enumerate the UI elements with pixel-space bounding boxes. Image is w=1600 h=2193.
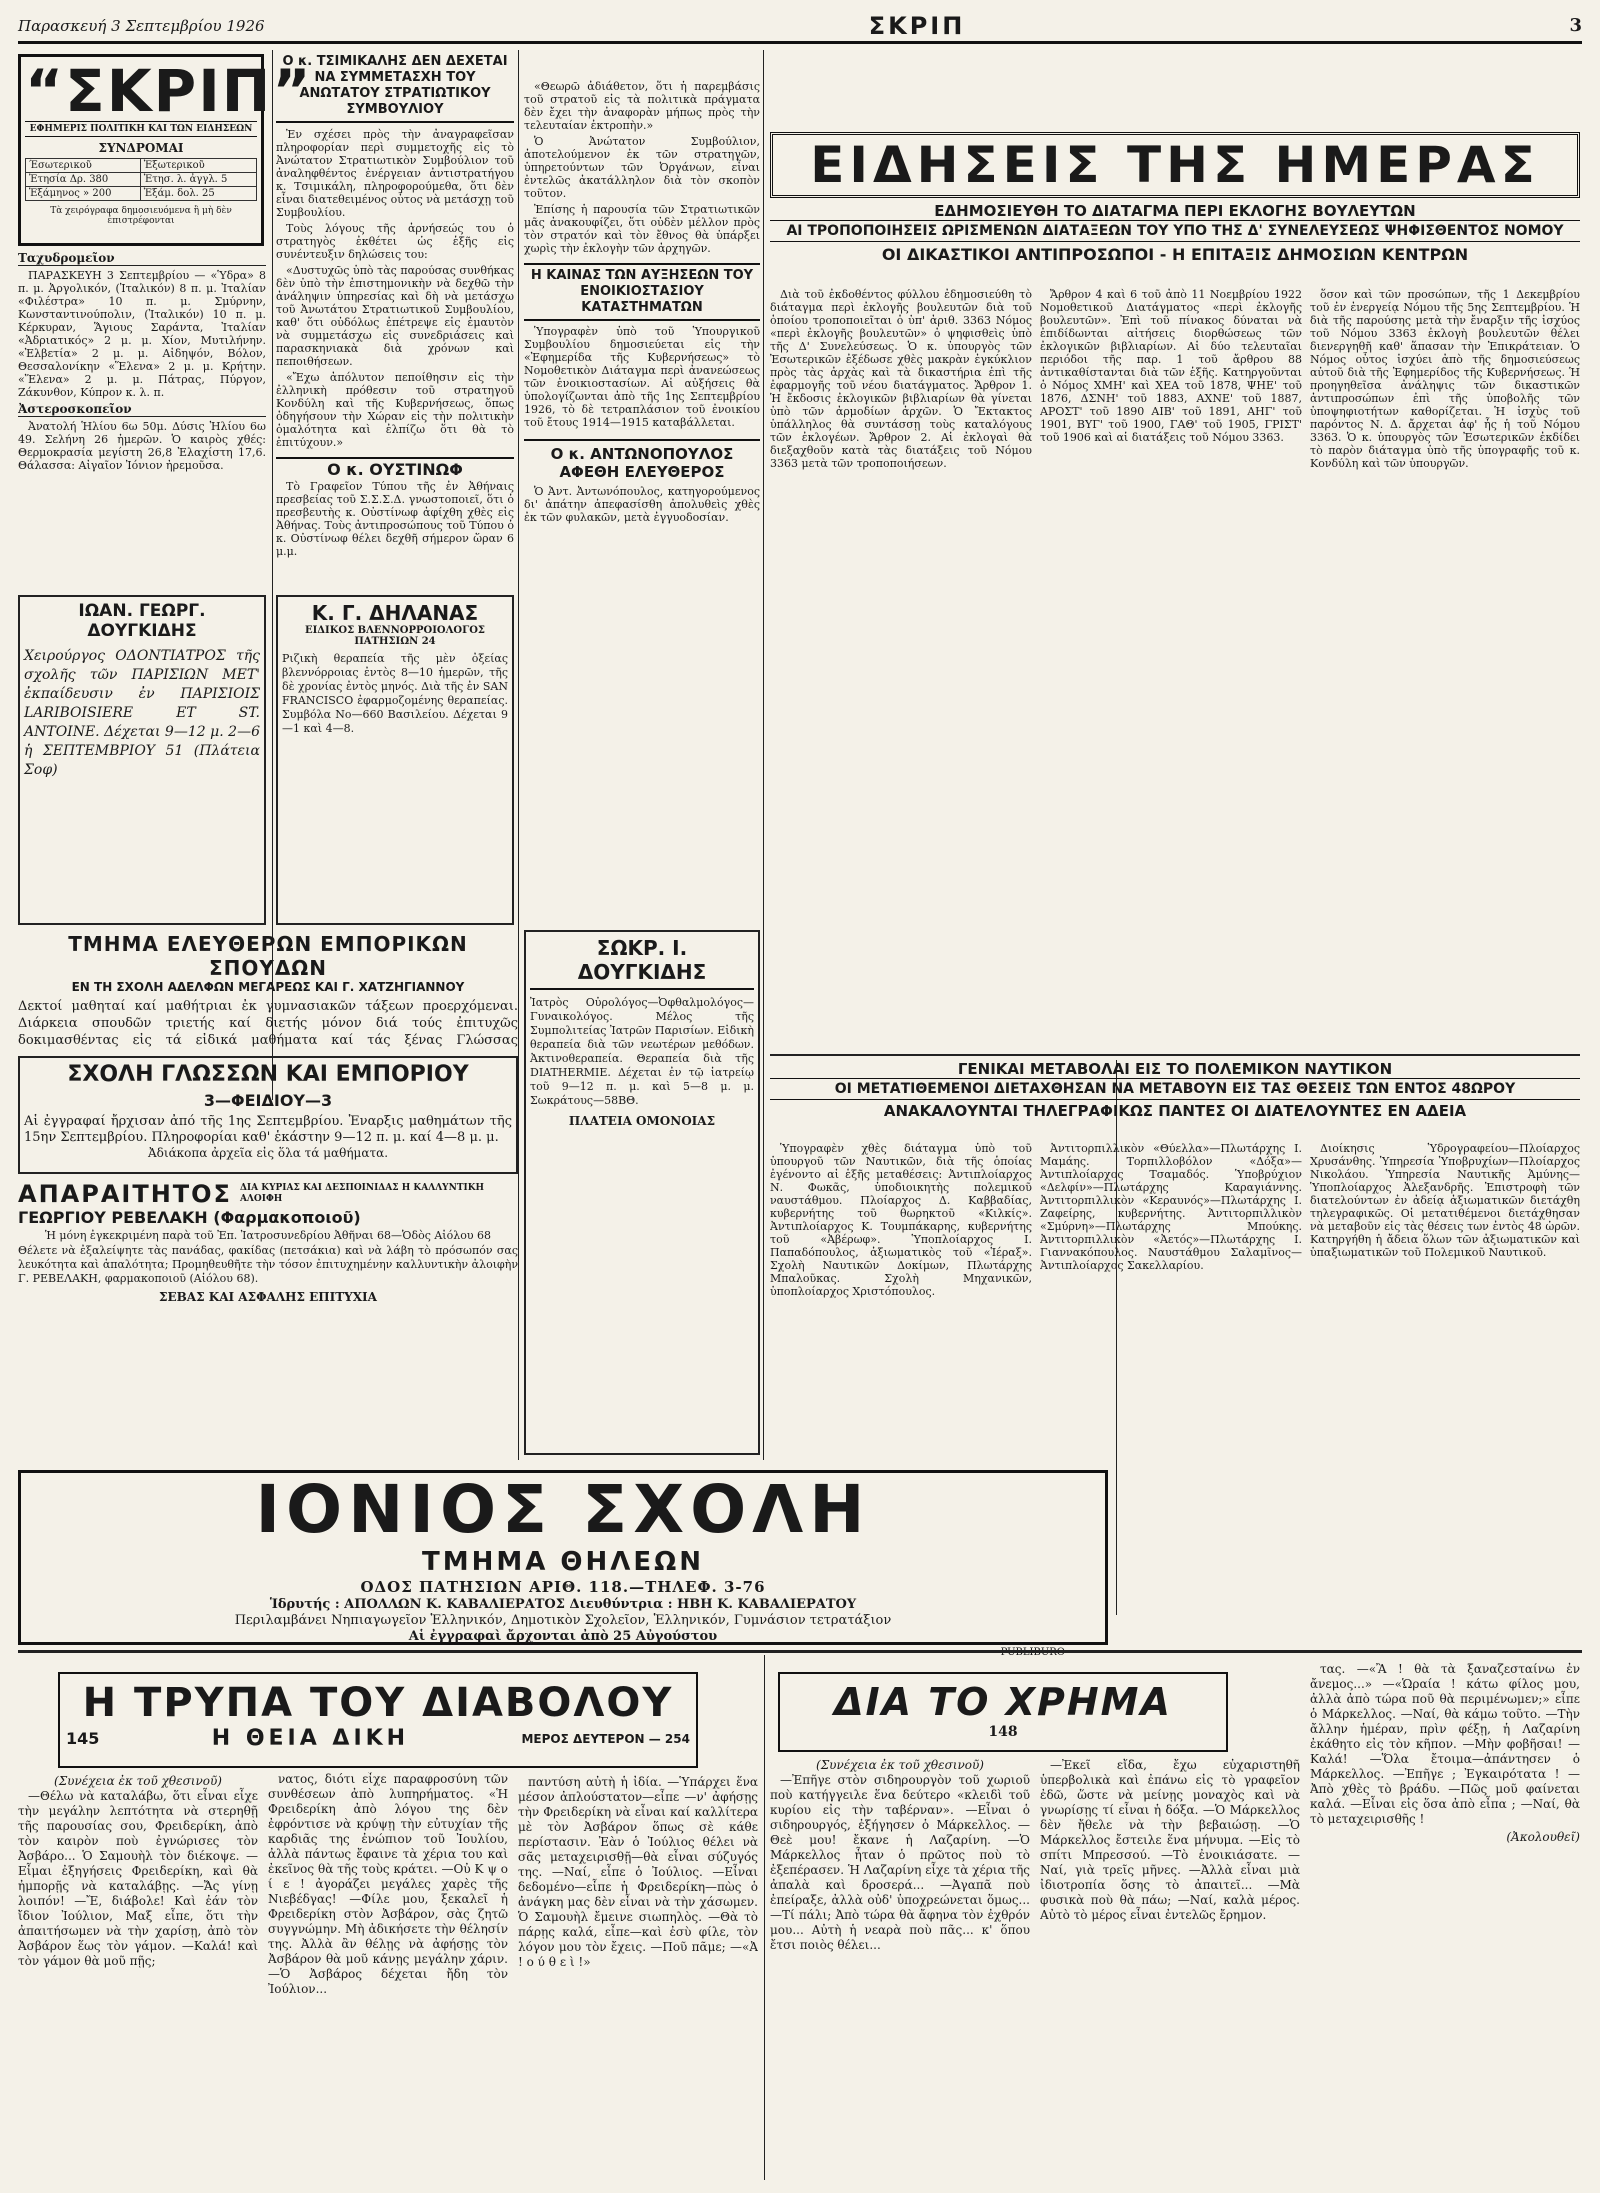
serial-1-continued: (Συνέχεια ἐκ τοῦ χθεσινοῦ) [54,1774,222,1788]
table-cell: Ἐξωτερικοῦ [140,159,256,173]
navy-headline-3: ΑΝΑΚΑΛΟΥΝΤΑΙ ΤΗΛΕΓΡΑΦΙΚΩΣ ΠΑΝΤΕΣ ΟΙ ΔΙΑΤΕΛΟΥΝΤΕΣ ΕΝ ΑΔΕΙΑ [883,1102,1467,1120]
cosmetic-ad [18,1180,518,1460]
article-paragraph: Διοίκησις Ὑδρογραφείου—Πλοίαρχος Χρυσάνθης. Ὑπηρεσία Ὑποβρυχίων—Πλοίαρχος Νικολάου. Ὑπηρεσία Ναυτικῆς Ἀμύνης—Ὑποπλοίαρχος Ἀλεξανδρῆς. Ἐπιστροφὴ τῶν διατελούντων ἐν ἀδείᾳ ἀξιωματικῶν διετάχθη τηλεγραφικῶς. Οἱ μετατιθέμενοι διετάχθησαν νὰ μεταβοῦν εἰς τὰς θέσεις των ἐντὸς 48 ὡρῶν. Κατηργήθη ἡ ἄδεια ὅλων τῶν ἀξιωματικῶν καὶ ὑπαξιωματικῶν τοῦ Πολεμικοῦ Ναυτικοῦ. [1310,1142,1580,1259]
ionios-founders: Ἱδρυτής : ΑΠΟΛΛΩΝ Κ. ΚΑΒΑΛΙΕΡΑΤΟΣ Διευθύντρια : ΗΒΗ Κ. ΚΑΒΑΛΙΕΡΑΤΟΥ [269,1597,857,1612]
article-paragraph: Τοὺς λόγους τῆς ἀρνήσεώς του ὁ στρατηγὸς ἐκθέτει ὡς ἑξῆς εἰς συνέντευξιν δηλώσεις του: [276,222,514,261]
observatory-text: Ἀνατολή Ἡλίου 6ω 50μ. Δύσις Ἡλίου 6ω 49. Σελήνη 26 ἡμερῶν. Ὁ καιρὸς χθές: Θερμοκρασία μεγίστη 26,8 Ἐλαχίστη 17,6. Θάλασσα: Αἰγαῖον Ἰόνιον ἠρεμοῦσα. [18,420,266,472]
doctor-ad-2 [524,930,760,1455]
cosmetic-ad-footer: ΣΕΒΑΣ ΚΑΙ ΑΣΦΑΛΗΣ ΕΠΙΤΥΧΙΑ [159,1290,377,1304]
serial-1-col1 [18,1774,258,2179]
article-paragraph: Ἐν σχέσει πρὸς τὴν ἀναγραφεῖσαν πληροφορίαν περὶ συμμετοχῆς εἰς τὸ Ἀνώτατον Στρατιωτικὸν Συμβούλιον τοῦ ἀναληφθέντος ἐνέργειαν ἀντιστρατήγου κ. Τσιμικάλη, πληροφορούμεθα, ὅτι δὲν εἶναι διατεθειμένος οὗτος νὰ μετάσχῃ τοῦ Συμβουλίου. [276,128,514,219]
article-paragraph: Ἀντιτορπιλλικὸν «Θύελλα»—Πλωτάρχης Ι. Μαμάης. Τορπιλλοβόλον «Δόξα»—Ἀντιπλοίαρχος Τσαμαδός. Ὑποβρύχιον «Δελφίν»—Πλωτάρχης Καραγιάννης. Ἀντιτορπιλλικὸν «Κεραυνός»—Πλωτάρχης Ι. Ζαφείρης, κυβερνήτης. Ἀντιτορπιλλικὸν «Σμύρνη»—Πλωτάρχης Μπούκης. Ἀντιτορπιλλικὸν «Ἀετός»—Πλωτάρχης Ι. Γιαννακόπουλος. Ναυστάθμου Σαλαμῖνος—Ἀντιπλοίαρχος Σακελλαρίου. [1040,1142,1302,1272]
article-paragraph: «Δυστυχῶς ὑπὸ τὰς παρούσας συνθήκας δὲν ὑπὸ τὴν ἐπιστημονικὴν νὰ δεχθῶ τὴν ἀνάληψιν ὑπηρεσίας καὶ δὴ νὰ μετάσχω τοῦ Ἀνωτάτου Στρατιωτικοῦ Συμβουλίου, καθ' ὅτι οὐδόλως ἐπέτρεψε εἰς ἐμαυτὸν νὰ συμμετάσχω εἰς συνεδριάσεις καὶ παρασκηνιακὰ διὰ χρόνων καὶ πεποιθήσεων. [276,264,514,368]
navy-headline-1: ΓΕΝΙΚΑΙ ΜΕΤΑΒΟΛΑΙ ΕΙΣ ΤΟ ΠΟΛΕΜΙΚΟΝ ΝΑΥΤΙΚΟΝ [770,1060,1580,1079]
issue-date: Παρασκευή 3 Σεπτεμβρίου 1926 [18,16,265,35]
article-paragraph: Ὁ Ἀνώτατον Συμβούλιον, ἀποτελούμενον ἐκ τῶν στρατηγῶν, ὑπηρετούντων τῶν Ὀργάνων, εἶναι ἐντελῶς ἀκατάλληλον διὰ τὸν σκοπὸν τοῦτον. [524,135,760,200]
table-row [26,173,257,187]
serial-paragraph: —Θέλω νὰ καταλάβω, ὅτι εἶναι εἶχε τὴν μεγάλην λεπτότητα νὰ στερηθῇ τῆς παρουσίας σου, Φρειδερίκη, ἀπὸ τὸν καιρὸν ποὺ ἐγνώρισες τὸν Ἀσβάρο... Ὁ Σαμουὴλ τὸν διέκοψε. —Εἶμαι ἐξηγήσεις Φρειδερίκη, καὶ θὰ ἠμπορῇς νὰ καταλάβῃς. —Ἄς γίνῃ λοιπόν! —Ἔ, διάβολε! Καὶ ἐάν τὸν ἴδιον Ἰούλιον, Μαξ εἶπε, ὅτι τὴν ἀπαιτήσωμεν νὰ τὴν χαρίσῃ, ἀπὸ τὸν Ἀσβάρον ἕως τὸν γάμον. —Καλά! καὶ τὸν γάμον θὰ μοῦ πῇς; [18,1789,258,1968]
dentist-ad-title: ΙΩΑΝ. ΓΕΩΡΓ. ΔΟΥΓΚΙΔΗΣ [78,601,206,641]
masthead-box [18,54,313,246]
table-cell: Ἐτησ. λ. ἀγγλ. 5 [140,173,256,187]
doctor-ad [276,595,514,925]
serial-1-subnum: 145 [66,1729,100,1748]
commercial-studies-ad [18,932,518,1050]
article-paragraph: Διὰ τοῦ ἐκδοθέντος φύλλου ἐδημοσιεύθη τὸ διάταγμα περὶ ἐκλογῆς βουλευτῶν διὰ τοῦ ὁποίου τροποποιεῖται ὁ ὑπ' ἀριθ. 3363 Νόμος «περὶ ἐκλογῆς βουλευτῶν» ὁ ψηφισθεὶς ὑπὸ τῆς Δ' Συνελεύσεως. Ὁ κ. ὑπουργὸς τῶν Ἐσωτερικῶν ἐξέδωσε χθὲς μακρὰν ἐγκύκλιον πρὸς τὰς ἀρχὰς καὶ τὰ δικαστήρια ἐπὶ τῆς ἐφαρμογῆς τοῦ νέου διατάγματος. Ἄρθρον 1. Ἡ ἔκδοσις ἐκλογικῶν βιβλιαρίων θὰ γίνεται ὑπὸ τῶν ἀρμοδίων ἀρχῶν. Ὁ Ἔκτακτος ὑπάλληλος θὰ συντάσσῃ τοὺς καταλόγους τῶν ἐκλογέων. Ἄρθρον 2. Αἱ ἐκλογαὶ θὰ διεξαχθοῦν κατὰ τὰς διατάξεις τοῦ Νόμου 3363 μετὰ τῶν τροποποιήσεων. [770,288,1032,470]
ionios-subtitle: ΤΜΗΜΑ ΘΗΛΕΩΝ [421,1547,705,1577]
rent-headline: Η ΚΑΙΝΑΣ ΤΩΝ ΑΥΞΗΣΕΩΝ ΤΟΥ ΕΝΟΙΚΙΟΣΤΑΣΙΟΥ ΚΑΤΑΣΤΗΜΑΤΩΝ [524,263,760,321]
serial-1-header: Η ΤΡΥΠΑ ΤΟΥ ΔΙΑΒΟΛΟΥ 145 Η ΘΕΙΑ ΔΙΚΗ ΜΕΡΟΣ ΔΕΥΤΕΡΟΝ — 254 [58,1672,698,1768]
subscriptions-heading: ΣΥΝΔΡΟΜΑΙ [98,141,184,155]
serial-paragraph: τας. —«Ἂ ! θὰ τὰ ξαναζεσταίνω ἐν ἄνεμος...» —«Ὡραία ! κάτω φίλος μου, ἀλλὰ ἀπὸ τώρα ποῦ θὰ περιμένωμεν;» εἶπε ὁ Μάρκελλος. —Ναί, θὰ κάμω τοῦτο. —Τὴν ἄλλην ἡμέραν, πρὶν φέξῃ, ἡ Λαζαρίνη ἐκάθητο εἰς τὸν κῆπον. —Μὴν φοβῆσαι! —Καλά! —Ὅλα ἔτοιμα—ἀπάντησεν ὁ Μάρκελλος. —Ἐπῆγε ; Ἐγκαιρότατα ! —Ἀπὸ χθὲς τὸ βράδυ. —Πῶς μοῦ φαίνεται καλά. —Εἶναι εἰς ὅσα ἀπὸ εἶπα ; —Ναί, θὰ τὸ μεταχειρισθῆς ! [1310,1662,1580,1826]
serial-1-num: 254 [664,1731,690,1746]
column-rule [764,1655,765,2180]
post-text: ΠΑΡΑΣΚΕΥΗ 3 Σεπτεμβρίου — «Ὑδρα» 8 π. μ. Ἀργολικόν, (Ἰταλικόν) 8 π. μ. Ἰταλίαν «Φιλέστρα» 10 π. μ. Σμύρνην, Κωνσταντινούπολιν, (Ἰταλικόν) 10 π. μ. Κέρκυραν, Ἅγιους Σαράντα, Ἰταλίαν «Ἀδριατικός» 2 μ. μ. Χίον, Μυτιλήνην. «Ἐλβετία» 2 μ. μ. Αἰδηψόν, Βόλον, Θεσσαλονίκην «Ἕλενα» 2 μ. μ. Κρήτην. «Ἕλενα» 2 μ. μ. Πάτρας, Πύργον, Ζάκυνθον, Κύπρον κ. λ. π. [18,269,266,399]
tsimikalis-article-col2 [524,80,760,925]
serial-2-title: ΔΙΑ ΤΟ ΧΡΗΜΑ [834,1680,1172,1724]
election-article-col2 [1040,288,1302,1048]
news-headline-3: ΟΙ ΔΙΚΑΣΤΙΚΟΙ ΑΝΤΙΠΡΟΣΩΠΟΙ - Η ΕΠΙΤΑΞΙΣ ΔΗΜΟΣΙΩΝ ΚΕΝΤΡΩΝ [881,245,1469,264]
language-school-ad [18,1056,518,1174]
navy-article-col3 [1310,1142,1580,1612]
serial-1-col3 [518,1655,758,2177]
serial-2-col1 [770,1758,1030,2178]
ionios-enrollment: Αἱ ἐγγραφαὶ ἄρχονται ἀπὸ 25 Αὐγούστου [408,1629,718,1644]
cosmetic-ad-title: ΑΠΑΡΑΙΤΗΤΟΣ [18,1180,232,1208]
article-paragraph: ὅσον καὶ τῶν προσώπων, τῆς 1 Δεκεμβρίου τοῦ ἐν ἐνεργείᾳ Νόμου τῆς 5ης Σεπτεμβρίου. Ἡ διὰ τῆς παρούσης μετὰ τὴν ἔναρξιν τῆς ἰσχύος τοῦ Νόμου 3363 ἐκλογὴ βουλευτῶν θέλει διενεργηθῆ καθ' ἅπασαν τὴν Ἐπικράτειαν. Ὁ Νόμος οὗτος ἰσχύει ἀπὸ τῆς δημοσιεύσεως αὐτοῦ διὰ τῆς Ἐφημερίδος τῆς Κυβερνήσεως. Ἡ προηγηθεῖσα ἀνάληψις τῶν δικαστικῶν ἀντιπροσώπων ἐπὶ τῆς ὑποβολῆς τῶν ὑποψηφιοτήτων καθορίζεται. Ἡ ἰσχὺς τοῦ παρόντος Ν. Δ. ἄρχεται ἀφ' ἧς ἡ τοῦ Νόμου 3363. Ὁ κ. ὑπουργὸς τῶν Ἐσωτερικῶν ἐκδίδει τὸ παρὸν διάταγμα ὑπὸ τῆς ὑπογραφῆς τοῦ κ. Κονδύλη καὶ τῶν ὑπουργῶν. [1310,288,1580,470]
masthead-subtitle: ΕΦΗΜΕΡΙΣ ΠΟΛΙΤΙΚΗ ΚΑΙ ΤΩΝ ΕΙΔΗΣΕΩΝ [25,121,257,137]
language-school-note: Ἀδιάκοπα ἀρχεῖα εἰς ὅλα τά μαθήματα. [147,1146,389,1160]
oustinof-headline: Ο κ. ΟΥΣΤΙΝΩΦ [276,457,514,476]
language-school-text: Αἱ ἐγγραφαί ἤρχισαν ἀπό τῆς 1ης Σεπτεμβρίου. Ἐναρξις μαθημάτων τῆς 15ην Σεπτεμβρίου. Πληροφορίαι καθ' ἑκάστην 9—12 π. μ. καί 4—8 μ. μ. [24,1114,512,1145]
serial-2-col3 [1310,1662,1580,2178]
doctor-ad-2-text: Ἰατρὸς Οὐρολόγος—Ὀφθαλμολόγος—Γυναικολόγος. Μέλος τῆς Συμπολιτείας Ἰατρῶν Παρισίων. Εἰδικὴ θεραπεία διὰ τῶν νεωτέρων μεθόδων. Ἀκτινοθεραπεία. Θεραπεία διὰ τῆς DIATHERMIE. Δέχεται ἐν τῷ ἰατρείῳ τοῦ 9—12 π. μ. καὶ 5—8 μ. μ. Σωκράτους—58ΒΘ. [530,996,754,1107]
ionios-agency: PUBLIBURO [1000,1647,1065,1658]
commercial-subtitle: ΕΝ ΤΗ ΣΧΟΛΗ ΑΔΕΛΦΩΝ ΜΕΓΑΡΕΩΣ ΚΑΙ Γ. ΧΑΤΖΗΓΙΑΝΝΟΥ [71,980,465,994]
newspaper-title: ΣΚΡΙΠ [868,11,966,40]
column-rule [763,50,764,1460]
navy-headline-2: ΟΙ ΜΕΤΑΤΙΘΕΜΕΝΟΙ ΔΙΕΤΑΧΘΗΣΑΝ ΝΑ ΜΕΤΑΒΟΥΝ ΕΙΣ ΤΑΣ ΘΕΣΕΙΣ ΤΩΝ ΕΝΤΟΣ 48ΩΡΟΥ [770,1079,1580,1100]
dentist-ad [18,595,266,925]
cosmetic-ad-line: Ἡ μόνη ἐγκεκριμένη παρὰ τοῦ Ἐπ. Ἰατροσυνεδρίου Ἀθῆναι 68—Ὁδὸς Αἰόλου 68 [44,1229,492,1242]
ionios-address: ΟΔΟΣ ΠΑΤΗΣΙΩΝ ΑΡΙΘ. 118.—ΤΗΛΕΦ. 3-76 [360,1578,766,1596]
serial-2-col2 [1040,1758,1300,2178]
newspaper-page [18,10,1582,2183]
cosmetic-ad-aside: ΔΙΑ ΚΥΡΙΑΣ ΚΑΙ ΔΕΣΠΟΙΝΙΔΑΣ Η ΚΑΛΛΥΝΤΙΚΗ ΑΛΟΙΦΗ [239,1183,485,1204]
masthead-logo: “ΣΚΡΙΠ” [25,57,313,125]
election-article-col3 [1310,288,1580,1048]
section-rule [18,1650,1582,1653]
serial-1-part: ΜΕΡΟΣ ΔΕΥΤΕΡΟΝ [521,1731,645,1746]
page-number: 3 [1569,15,1582,36]
serial-2-continues: (Ἀκολουθεῖ) [1506,1830,1580,1844]
navy-headlines [770,1060,1580,1138]
news-of-the-day-title: ΕΙΔΗΣΕΙΣ ΤΗΣ ΗΜΕΡΑΣ [770,132,1580,198]
article-paragraph: Ἄρθρον 4 καὶ 6 τοῦ ἀπὸ 11 Νοεμβρίου 1922 Νομοθετικοῦ Διατάγματος «περὶ ἐκλογῆς βουλευτῶν». Ἐπὶ τοῦ πίνακος δύναται νὰ ἐπιδίδωνται αἰτήσεις διορθώσεως τῶν ἐκλογικῶν βιβλιαρίων. Αἱ δύο τελευταῖαι περιόδοι τῆς παρ. 1 τοῦ ἄρθρου 88 ἀντικαθίστανται διὰ τῶν ἑξῆς. Κατηργοῦνται ὁ Νόμος ΧΜΗ' καὶ ΧΕΑ τοῦ 1878, ΨΗΕ' τοῦ 1876, ΔΣΝΗ' τοῦ 1883, ΑΧΝΕ' τοῦ 1887, ΑΡΟΣΤ' τοῦ 1890 ΑΙΒ' τοῦ 1891, ΑΗΓ' τοῦ 1901, ΒΥΓ' τοῦ 1900, ΓΑΘ' τοῦ 1905, ΓΡΙΣΤ' τοῦ 1906 καὶ αἱ διατάξεις τοῦ Νόμου 3363. [1040,288,1302,444]
language-school-title: ΣΧΟΛΗ ΓΛΩΣΣΩΝ ΚΑΙ ΕΜΠΟΡΙΟΥ [67,1062,469,1087]
serial-1-title: Η ΤΡΥΠΑ ΤΟΥ ΔΙΑΒΟΛΟΥ [82,1680,674,1726]
election-article-col1 [770,288,1032,1048]
dentist-ad-text: Χειρούργος ΟΔΟΝΤΙΑΤΡΟΣ τῆς σχολῆς τῶν ΠΑΡΙΣΙΩΝ ΜΕΤ' ἐκπαίδευσιν ἐν ΠΑΡΙΣΙΟΙΣ LARIBOISIERE ET ST. ANTOINE. Δέχεται 9—12 μ. 2—6 ἡ ΣΕΠΤΕΜΒΡΙΟΥ 51 (Πλάτεια Σοφ) [24,648,260,778]
serial-paragraph: παντύση αὐτὴ ἡ ἰδία. —Ὑπάρχει ἕνα μέσον ἀπλούστατον—εἶπε —ν' ἀφήσῃς τὴν Φρειδερίκη νὰ εἶναι καί καλλίτερα μὲ τὸν Ἀσβάρον ὅπως σὲ κάθε περίστασιν. Ἐὰν ὁ Ἰούλιος θέλει νὰ σᾶς μεταχειρισθῇ—θὰ εἶναι σύζυγός της. —Ναί, εἶπε ὁ Ἰούλιος. —Εἶναι δεδομένο—εἶπε ἡ Φρειδερίκη—πὼς ὁ ἀνάγκη μας δὲν εἶναι νὰ τὴν χάσωμεν. Ὁ Σαμουὴλ ἔμεινε σιωπηλὸς. —Θὰ τὸ πάρῃς καλά, εἶπε—καὶ ἐσὺ φίλε, τὸν λόγον μου τὸν ἔχεις. —Ποῦ πᾶμε; —«Ἀ ! ο ύ θ ε ὶ !» [518,1775,758,1969]
antonopoulos-headline: Ο κ. ΑΝΤΩΝΟΠΟΥΛΟΣ ΑΦΕΘΗ ΕΛΕΥΘΕΡΟΣ [524,439,760,481]
page-header [18,10,1582,44]
doctor-ad-2-footer: ΠΛΑΤΕΙΑ ΟΜΟΝΟΙΑΣ [568,1114,716,1128]
article-paragraph: Ὑπογραφὲν ὑπὸ τοῦ Ὑπουργικοῦ Συμβουλίου δημοσιεύεται εἰς τὴν «Ἐφημερίδα τῆς Κυβερνήσεως» τὸ Νομοθετικὸν Διάταγμα περὶ ἀνανεώσεως τῶν ἐνοικιοστασίων. Αἱ αὐξήσεις θὰ ὑπολογίζωνται ἀπὸ τῆς 1ης Σεπτεμβρίου 1926, τὸ δὲ τετραπλάσιον τοῦ ἐνοικίου τοῦ ἔτους 1914—1915 καταβάλλεται. [524,325,760,429]
table-cell: Ἐτησία Δρ. 380 [26,173,141,187]
commercial-title: ΤΜΗΜΑ ΕΛΕΥΘΕΡΩΝ ΕΜΠΟΡΙΚΩΝ ΣΠΟΥΔΩΝ [68,932,468,980]
table-cell: Έσωτερικοῦ [26,159,141,173]
serial-paragraph: —Ἐκεῖ εἴδα, ἔχω εὐχαριστηθῆ ὑπερβολικὰ καὶ ἐπάνω εἰς τὸ γραφεῖον ἐδῶ, ὥστε νὰ μείνῃς μοναχὸς καὶ νὰ γνωρίσῃς τί εἶναι ἡ δόξα. —Ὁ Μάρκελλος δὲν ἤθελε νὰ τὴν βεβαιώσῃ. —Ὁ Μάρκελλος ἔστειλε ἕνα μήνυμα. —Εἰς τὸ σπίτι Μπρεσσού. —Τὸ ἐνοικιάσατε. —Ναί, γιὰ τρεῖς μῆνες. —Ἀλλὰ εἶναι μιὰ ἰδιοτροπία ὅσης τὸ ἀπαιτεῖ... —Μὰ φυσικὰ ποὺ θὰ πάω; —Ναί, καλὰ μέρος. Αὐτὸ τὸ μέρος εἶναι ἐντελῶς ἔρημον. [1040,1758,1300,1922]
tsimikalis-article-col1 [276,54,514,589]
doctor-ad-subtitle: ΕΙΔΙΚΟΣ ΒΛΕΝΝΟΡΡΟΙΟΛΟΓΟΣ ΠΑΤΗΣΙΩΝ 24 [304,625,485,647]
serial-2-num: 148 [988,1724,1018,1740]
ionios-programs: Περιλαμβάνει Νηπιαγωγεῖον Ἑλληνικόν, Δημοτικὸν Σχολεῖον, Ἑλληνικόν, Γυμνάσιον τετρατάξιον [234,1613,892,1628]
serial-paragraph: —Ἐπῆγε στὸν σιδηρουργὸν τοῦ χωριοῦ ποὺ κατήγγειλε ἕνα δεύτερο «κλειδὶ τοῦ κυρίου εἰς τὴν ταβέρναν». —Εἶναι ὁ σιδηρουργός, ἐξήγησεν ὁ Μάρκελλος. —Θεὲ μου! ἔκανε ἡ Λαζαρίνη. —Ὁ Μάρκελλος ἦταν ὁ πρῶτος ποὺ τὸ ἐξεπέρασεν. Ἡ Λαζαρίνη εἶχε τὰ χέρια τῆς ἀπαλὰ καὶ δροσερά... —Ἀγαπᾶ ποὺ ἐπείραξε, ἀλλὰ οὐδ' ὑποχρεώνεται ὅμως... —Τί πάλι; Ἀπὸ τώρα θὰ ἄφηνα τὸν ἐχθρόν μου... Αὐτὴ ἡ νεαρὰ ποὺ πᾶς... κ' ὅπου ἔτσι ποιὸς θέλει... [770,1773,1030,1952]
table-cell: Ἑξάμ. δολ. 25 [140,187,256,201]
serial-paragraph: νατος, διότι εἶχε παραφροσύνη τῶν συνθέσεων ἀπὸ λυπηρήματος. «Ἡ Φρειδερίκη ἀπὸ λόγου της δὲν ἐφρόντισε νὰ κρύψῃ τὴν εὐτυχίαν τῆς καρδιᾶς της ἐνώπιον τοῦ Ἰουλίου, ἀλλὰ πάντως ἔφαινε τὰ χέρια του καὶ ἐκεῖνος θὰ τῆς τοὺς κράτει. —Οὐ Κ ψ ο ί ε ! ἀγοράζει μεγάλες χαρὲς τῆς Νιεβέδγας! —Φίλε μου, ξεκαλεῖ ἡ Φρειδερίκη στὸν Ἀσβάρον, σὰς ζητῶ συγγνώμην. Μὴ ἀδικήσετε τὴν θέλησίν της. Ἀλλὰ ἂν θέλῃς νὰ ἀφήσῃς τὸν Ἀσβάρον θὰ μοῦ κάνῃς μεγάλην χάριν. —Ὁ Ἀσβάρος δέχεται ἤδη τὸν Ἰούλιον... [268,1772,508,1996]
serial-1-col2 [268,1772,508,2193]
section-rule [770,1054,1580,1056]
doctor-ad-text: Ριζικὴ θεραπεία τῆς μὲν ὀξείας βλεννόρροιας ἐντὸς 8—10 ἡμερῶν, τῆς δὲ χρονίας ἐντὸς μηνός. Διὰ τῆς ἐν SAN FRANCISCO ἐφαρμοζομένης θεραπείας. Συμβόλα Νο—660 Βασιλείου. Δέχεται 9—1 καὶ 4—8. [282,652,508,735]
serial-2-continued: (Συνέχεια ἐκ τοῦ χθεσινοῦ) [816,1758,984,1772]
observatory-heading: Ἀστεροσκοπεῖον [18,403,266,417]
news-headline-2: ΑΙ ΤΡΟΠΟΠΟΙΗΣΕΙΣ ΩΡΙΣΜΕΝΩΝ ΔΙΑΤΑΞΕΩΝ ΤΟΥ ΥΠΟ ΤΗΣ Δ' ΣΥΝΕΛΕΥΣΕΩΣ ΨΗΦΙΣΘΕΝΤΟΣ ΝΟΜΟΥ [770,221,1580,242]
doctor-ad-2-title: ΣΩΚΡ. Ι. ΔΟΥΓΚΙΔΗΣ [530,936,754,990]
serial-2-header [778,1672,1228,1752]
commercial-text: Δεκτοί μαθηταί καί μαθήτριαι ἐκ γυμνασιακῶν τάξεων προερχόμεναι. Διάρκεια σπουδῶν τριετής καί διετής μόνον διά τούς ἐπιτυχῶς δοκιμασθέντας εἰς τά εἰδικά μαθήματα καί τάς ξένας Γλώσσας [18,999,518,1048]
left-column-news [18,252,266,590]
table-cell: Ἑξάμηνος » 200 [26,187,141,201]
cosmetic-ad-text: Θέλετε νὰ ἐξαλείψητε τὰς πανάδας, φακίδας (πετσάκια) καὶ νὰ λάβη τὸ πρόσωπόν σας λευκότητα καὶ ἁπαλότητα; Προμηθευθῆτε τὴν τόσον ἐπιτυχημένην καλλυντικὴν ἀλοιφὴν Γ. ΡΕΒΕΛΑΚΗ, φαρμακοποιοῦ (Αἰόλου 68). [18,1244,518,1285]
ionios-title: ΙΟΝΙΟΣ ΣΧΟΛΗ [255,1471,871,1548]
doctor-ad-title: Κ. Γ. ΔΗΛΑΝΑΣ [311,601,479,625]
post-heading: Ταχυδρομεῖον [18,252,266,266]
article-paragraph: Τὸ Γραφεῖον Τύπου τῆς ἐν Ἀθήναις πρεσβείας τοῦ Σ.Σ.Σ.Δ. γνωστοποιεῖ, ὅτι ὁ πρεσβευτὴς κ. Οὐστίνωφ ἀφίχθη χθὲς εἰς Ἀθήνας. Τοὺς ἀντιπροσώπους τοῦ Τύπου ὁ κ. Οὐστίνωφ θέλει δεχθῆ σήμερον ὥραν 6 μ.μ. [276,480,514,558]
article-paragraph: Ἐπίσης ἡ παρουσία τῶν Στρατιωτικῶν μᾶς ἀνακουφίζει, ὅτι οὐδὲν μέλλον πρὸς τὸν στρατόν καὶ τὸν ἔθνος θὰ ὑπάρξει χωρὶς τὴν ἐκλογὴν τῶν ἀρχηγῶν. [524,203,760,255]
serial-1-subtitle: Η ΘΕΙΑ ΔΙΚΗ [211,1726,410,1751]
tsimikalis-headline: Ο κ. ΤΣΙΜΙΚΑΛΗΣ ΔΕΝ ΔΕΧΕΤΑΙ ΝΑ ΣΥΜΜΕΤΑΣΧΗ ΤΟΥ ΑΝΩΤΑΤΟΥ ΣΤΡΑΤΙΩΤΙΚΟΥ ΣΥΜΒΟΥΛΙΟΥ [276,54,514,123]
cosmetic-ad-name: ΓΕΩΡΓΙΟΥ ΡΕΒΕΛΑΚΗ (Φαρμακοποιοῦ) [18,1208,361,1227]
subscription-table [25,158,257,201]
language-school-subtitle: 3—ΦΕΙΔΙΟΥ—3 [203,1091,333,1110]
column-rule [518,50,519,1460]
article-paragraph: Ὑπογραφὲν χθὲς διάταγμα ὑπὸ τοῦ ὑπουργοῦ τῶν Ναυτικῶν, διὰ τῆς ὁποίας ἐγένοντο αἱ ἑξῆς μεταθέσεις: Ἀντιπλοίαρχος Ν. Φωκᾶς, ὑποδιοικητὴς πολεμικοῦ ναυστάθμου. Πλοίαρχος Δ. Καββαδίας, κυβερνήτης τοῦ θωρηκτοῦ «Κιλκίς». Ἀντιπλοίαρχος Κ. Τουμπάκαρης, κυβερνήτης τοῦ «Ἀβέρωφ». Ὑποπλοίαρχος Ι. Παπαδόπουλος, ἀξιωματικὸς τοῦ «Ἱέραξ». Σχολὴ Ναυτικῶν Δοκίμων, Πλωτάρχης Μπαλοῦκας. Σχολὴ Μηχανικῶν, ὑποπλοίαρχος Χριστόπουλος. [770,1142,1032,1298]
article-paragraph: «Ἔχω ἀπόλυτον πεποίθησιν εἰς τὴν ἐλληνικὴ πρόθεσιν τοῦ στρατηγοῦ Κονδύλη καὶ τῆς Κυβερνήσεως, ὅπως ὁδηγήσουν τὴν Χώραν εἰς τὴν πολιτικὴν ὁμαλότητα καὶ ἐλπίζω ὅτι θὰ τὸ ἐπιτύχουν.» [276,371,514,449]
election-decree-headlines [770,202,1580,282]
table-row [26,159,257,173]
ionios-school-ad [18,1470,1108,1658]
manuscripts-note: Τὰ χειρόγραφα δημοσιευόμενα ἢ μὴ δὲν ἐπιστρέφονται [50,206,232,226]
article-paragraph: «Θεωρῶ ἀδιάθετον, ὅτι ἡ παρεμβάσις τοῦ στρατοῦ εἰς τὰ πολιτικὰ πράγματα δὲν ἔχει τὴν ἀναφορὰν μήπως πρὸς τὴν τελευταίαν ἐκτροπὴν.» [524,80,760,132]
article-paragraph: Ὁ Ἀντ. Ἀντωνόπουλος, κατηγορούμενος δι' ἀπάτην ἀπεφασίσθη ἀπολυθεὶς χθὲς ἐκ τῶν φυλακῶν, μετὰ ἐγγυοδοσίαν. [524,485,760,524]
news-headline-1: ΕΔΗΜΟΣΙΕΥΘΗ ΤΟ ΔΙΑΤΑΓΜΑ ΠΕΡΙ ΕΚΛΟΓΗΣ ΒΟΥΛΕΥΤΩΝ [770,202,1580,221]
table-row [26,187,257,201]
